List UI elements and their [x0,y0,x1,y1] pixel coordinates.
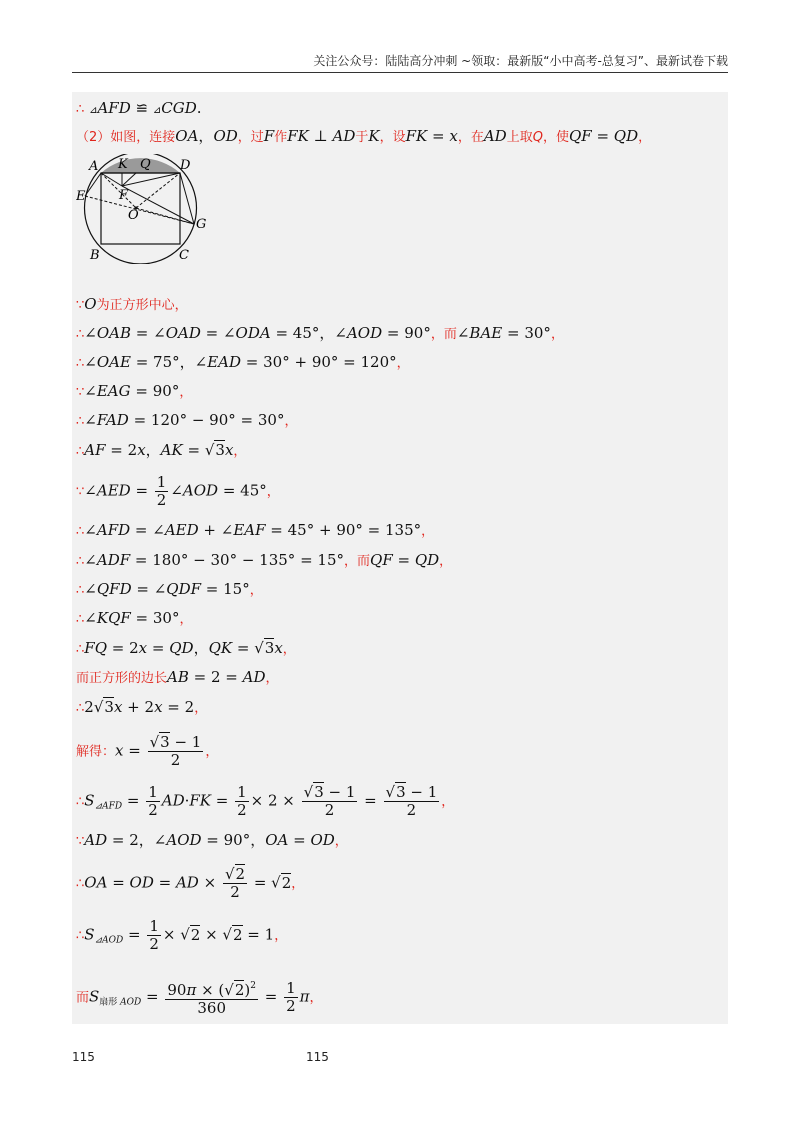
line-angles-oab: ∴∠OAB = ∠OAD = ∠ODA = 45°，∠AOD = 90°，而∠BAE = 30°， [76,324,564,342]
line-angle-eag: ∵∠EAG = 90°， [76,382,193,400]
line-oa-od: ∴OA = OD = AD × $\frac{√2}{2}$ = √2， [76,865,305,901]
line-part2: （2）如图，连接OA，OD，过F作FK ⊥ AD于K，设FK = x，在AD上取Q，使QF = QD， [76,127,652,145]
line-equation: ∴2√3x + 2x = 2， [76,698,208,716]
line-area-aod: $\therefore S_{⊿AOD}$ = $\frac{1}{2}$ × √2 × √2 = 1， [76,917,288,953]
line-side-length: 而正方形的边长AB = 2 = AD， [76,668,279,686]
label-o: O [128,208,139,223]
label-g: G [196,217,207,232]
line-area-afd: $\therefore S_{⊿AFD}$ = $\frac{1}{2}$ AD·FK = $\frac{1}{2}$ × 2 × $\frac{√3 - 1}{2}$ = $\frac{√3 - 1}{2}$ ， [76,783,455,819]
line-sector-area: 而$S_{扇形}$ $_{AOD}$ = $\frac{90\pi \times (√2)^2}{360}$ = $\frac{1}{2}$ π， [76,979,323,1017]
label-c: C [179,248,189,263]
line-fq-qk: ∴FQ = 2x = QD，QK = √3x， [76,639,296,657]
solution-content [72,92,728,1024]
line-solve: 解得：x = $\frac{√3 - 1}{2}$ ， [76,733,219,769]
line-congruent: ∴ ⊿AFD ≌ ⊿CGD. [76,99,202,117]
line-angle-adf: ∴∠ADF = 180° − 30° − 135° = 15°，而QF = QD， [76,551,453,569]
label-q: Q [140,157,151,172]
line-angles-oae: ∴∠OAE = 75°，∠EAD = 30° + 90° = 120°， [76,353,410,371]
line-af-ak: ∴AF = 2x，AK = √3x， [76,441,247,459]
line-angle-afd: ∴∠AFD = ∠AED + ∠EAF = 45° + 90° = 135°， [76,521,435,539]
line-angle-kqf: ∴∠KQF = 30°， [76,609,193,627]
label-b: B [90,248,100,263]
page-number-center: 115 [306,1050,329,1064]
label-e: E [76,189,86,204]
label-f: F [119,188,129,203]
geometry-figure [76,154,216,264]
square-abcd [101,173,180,244]
line-ad-aod: ∵AD = 2，∠AOD = 90°，OA = OD， [76,831,348,849]
line-angle-fad: ∴∠FAD = 120° − 90° = 30°， [76,411,298,429]
page-header: 关注公众号：陆陆高分冲刺 ~领取：最新版“小中高考-总复习”、最新试卷下载 [72,52,728,73]
label-d: D [180,158,191,173]
line-angle-aed: ∵∠AED = $\frac{1}{2}$ ∠AOD = 45°， [76,473,280,509]
line-angle-qfd: ∴∠QFD = ∠QDF = 15°， [76,580,263,598]
label-k: K [118,157,128,172]
label-a: A [89,159,99,174]
line-center: ∵O为正方形中心， [76,295,188,313]
page-number-left: 115 [72,1050,95,1064]
